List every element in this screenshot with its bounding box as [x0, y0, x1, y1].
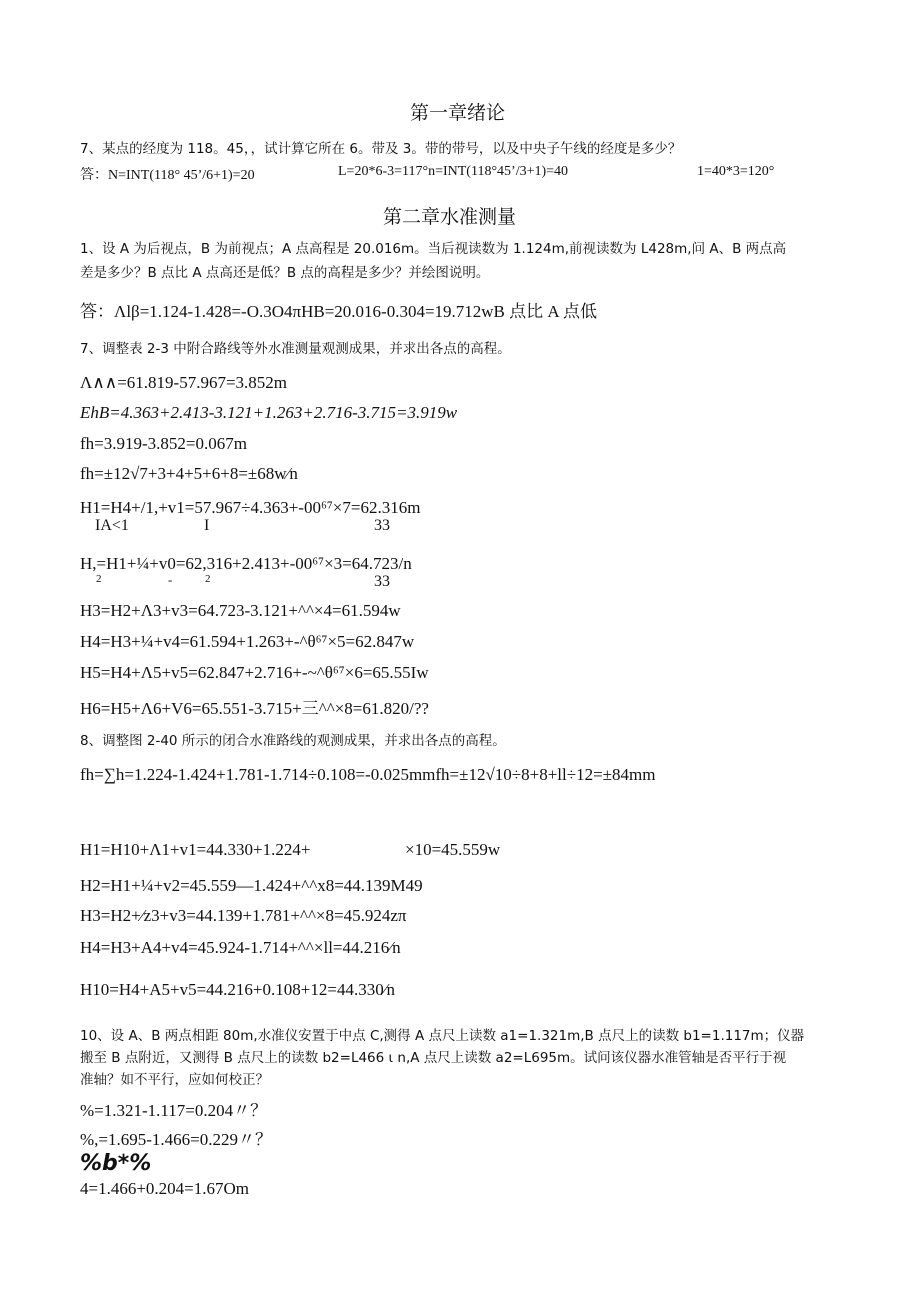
question-10-line-1: 10、设 A、B 两点相距 80m,水准仪安置于中点 C,测得 A 点尺上读数 a1=1.321m,B 点尺上的读数 b1=1.117m；仪器 — [80, 1028, 805, 1044]
eq-h6: H6=H5+Λ6+V6=65.551-3.715+三^^×8=61.820/?? — [80, 699, 429, 718]
eq-loop-h2: H2=H1+¼+v2=45.559—1.424+^^x8=44.139M49 — [80, 876, 423, 895]
chapter1-question-7: 7、某点的经度为 118。45，，试计算它所在 6。带及 3。带的带号，以及中央子午线的经度是多少？ — [80, 141, 682, 157]
eq-h1-subscript-a: IA<1 — [95, 517, 129, 534]
eq-h4: H4=H3+¼+v4=61.594+1.263+-^θ⁶⁷×5=62.847w — [80, 632, 415, 651]
question-10-line-3: 准轴？如不平行，应如何校正？ — [80, 1072, 269, 1088]
chapter1-answer-part-2: L=20*6-3=117°n=INT(118°45’/3+1)=40 — [338, 164, 569, 179]
question-8-text: 8、调整图 2-40 所示的闭合水准路线的观测成果，并求出各点的高程。 — [80, 733, 506, 749]
eq-h2-denominator: 33 — [374, 573, 390, 590]
eq-h1-subscript-b: I — [204, 517, 210, 534]
chapter1-title: 第一章绪论 — [410, 102, 506, 124]
eq-height-difference-known: Λ∧∧=61.819-57.967=3.852m — [80, 373, 288, 392]
eq-loop-h1: H1=H10+Λ1+v1=44.330+1.224+ — [80, 840, 311, 859]
eq-height-diff-1: %=1.321-1.117=0.204〃？ — [80, 1101, 268, 1120]
eq-allowable-closure: fh=±12√7+3+4+5+6+8=±68w⁄n — [80, 464, 298, 483]
eq-closed-loop-closure: fh=∑h=1.224-1.424+1.781-1.714÷0.108=-0.025mmfh=±12√10÷8+8+ll÷12=±84mm — [80, 765, 656, 784]
question-1-line-2: 差是多少？B 点比 A 点高还是低？B 点的高程是多少？并绘图说明。 — [80, 265, 490, 281]
eq-symbol-line: %b*% — [80, 1151, 152, 1176]
chapter1-answer-part-1: 答：N=INT(118° 45’/6+1)=20 — [80, 168, 255, 183]
eq-loop-h3: H3=H2+⁄z3+v3=44.139+1.781+^^×8=45.924zπ — [80, 906, 407, 925]
eq-h3: H3=H2+Λ3+v3=64.723-3.121+^^×4=61.594w — [80, 601, 401, 620]
question-1-answer: 答：Λlβ=1.124-1.428=-O.3O4πHB=20.016-0.304=19.712wB 点比 A 点低 — [80, 302, 597, 321]
question-1-line-1: 1、设 A 为后视点，B 为前视点；A 点高程是 20.016m。当后视读数为 1.124m,前视读数为 L428m,问 A、B 两点高 — [80, 241, 787, 257]
question-7-text: 7、调整表 2-3 中附合路线等外水准测量观测成果，并求出各点的高程。 — [80, 341, 511, 357]
eq-sum-h: EhB=4.363+2.413-3.121+1.263+2.716-3.715=3.919w — [80, 403, 458, 422]
question-10-line-2: 搬至 B 点附近，又测得 B 点尺上的读数 b2=L466 ι n,A 点尺上读数 a2=L695m。试问该仪器水准管轴是否平行于视 — [80, 1050, 787, 1066]
eq-loop-h10: H10=H4+A5+v5=44.216+0.108+12=44.330⁄n — [80, 980, 396, 999]
eq-h2-subscript-c: 2 — [205, 573, 211, 585]
eq-h1: H1=H4+/1,+v1=57.967÷4.363+-00⁶⁷×7=62.316m — [80, 498, 421, 517]
eq-h2-subscript-a: 2 — [96, 573, 102, 585]
eq-correct-reading: 4=1.466+0.204=1.67Om — [80, 1179, 250, 1198]
eq-loop-h1-result: ×10=45.559w — [405, 840, 501, 859]
eq-h1-denominator: 33 — [374, 517, 390, 534]
eq-height-diff-2: %,=1.695-1.466=0.229〃？ — [80, 1130, 272, 1149]
eq-h2-subscript-b: - — [168, 572, 173, 587]
eq-h5: H5=H4+Λ5+v5=62.847+2.716+-~^θ⁶⁷×6=65.55Iw — [80, 663, 429, 682]
chapter1-answer-part-3: 1=40*3=120° — [697, 164, 775, 179]
eq-h2: H,=H1+¼+v0=62,316+2.413+-00⁶⁷×3=64.723/n — [80, 554, 412, 573]
eq-closure-error: fh=3.919-3.852=0.067m — [80, 434, 247, 453]
eq-loop-h4: H4=H3+A4+v4=45.924-1.714+^^×ll=44.216⁄n — [80, 938, 401, 957]
chapter2-title: 第二章水准测量 — [383, 206, 517, 228]
